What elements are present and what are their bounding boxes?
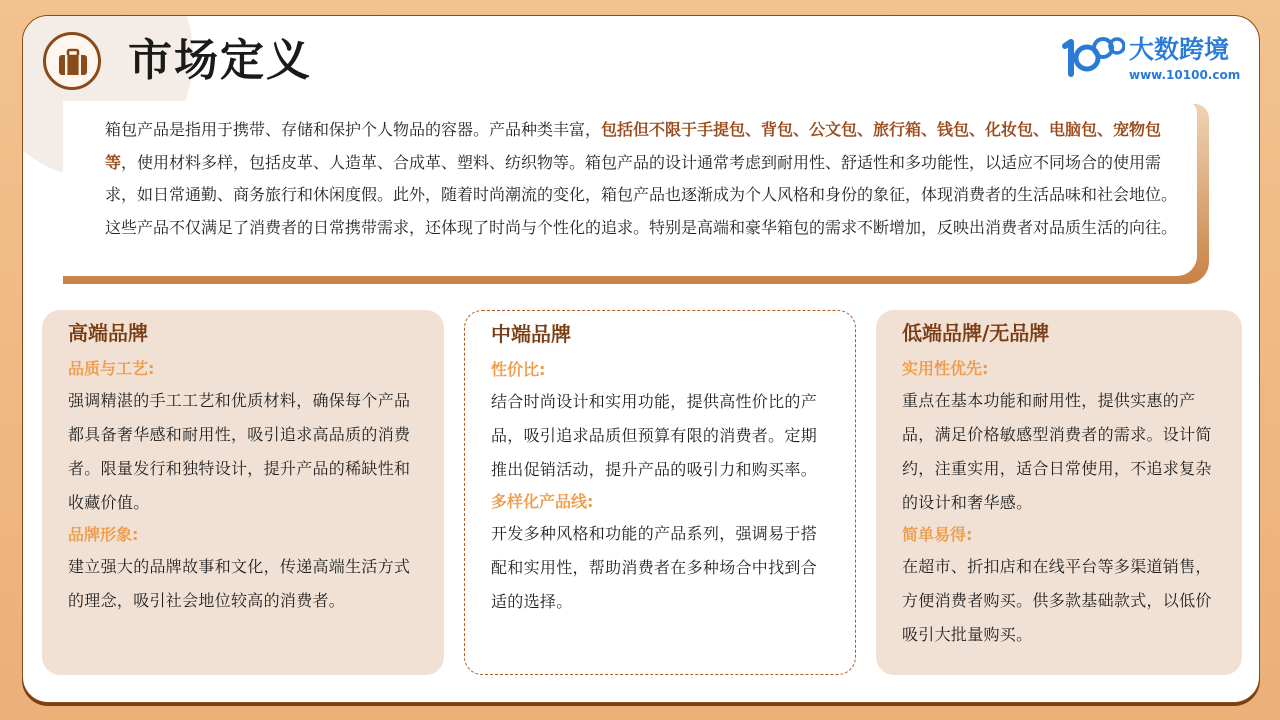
card-subheading: 品质与工艺: bbox=[68, 359, 155, 378]
card-subheading: 性价比: bbox=[491, 360, 546, 379]
brand-logo bbox=[1059, 34, 1245, 86]
intro-text-part2: ，使用材料多样，包括皮革、人造革、合成革、塑料、纺织物等。箱包产品的设计通常考虑到耐用性、舒适性和多功能性，以适应不同场合的使用需求，如日常通勤、商务旅行和休闲度假。此外，随着时尚潮流的变化，箱包产品也逐渐成为个人风格和身份的象征，体现消费者的生活品味和社会地位。这些产品不仅满足了消费者的日常携带需求，还体现了时尚与个性化的追求。特别是高端和豪华箱包的需求不断增加，反映出消费者对品质生活的向往。 bbox=[105, 152, 1178, 237]
intro-paragraph bbox=[105, 114, 1185, 244]
card-title: 高端品牌 bbox=[68, 321, 148, 345]
slide bbox=[22, 15, 1260, 703]
card-subheading: 实用性优先: bbox=[902, 359, 989, 378]
intro-highlight: 包括但不限于手提包、背包、公文包、旅行箱、钱包、化妆包、电脑包、宠物包等 bbox=[105, 120, 1162, 172]
card-text: 开发多种风格和功能的产品系列，强调易于搭配和实用性，帮助消费者在多种场合中找到合适的选择。 bbox=[491, 524, 818, 611]
card-text: 结合时尚设计和实用功能，提供高性价比的产品，吸引追求品质但预算有限的消费者。定期推出促销活动，提升产品的吸引力和购买率。 bbox=[491, 392, 818, 479]
card-high-end bbox=[42, 310, 444, 675]
card-text: 在超市、折扣店和在线平台等多渠道销售，方便消费者购买。供多款基础款式，以低价吸引大批量购买。 bbox=[902, 557, 1212, 644]
card-text: 重点在基本功能和耐用性，提供实惠的产品，满足价格敏感型消费者的需求。设计简约，注重实用，适合日常使用，不追求复杂的设计和奢华感。 bbox=[902, 391, 1212, 512]
card-text: 建立强大的品牌故事和文化，传递高端生活方式的理念，吸引社会地位较高的消费者。 bbox=[68, 557, 411, 610]
logo-name: 大数跨境 bbox=[1129, 35, 1230, 64]
card-title: 低端品牌/无品牌 bbox=[902, 321, 1050, 345]
card-low-end bbox=[876, 310, 1242, 675]
card-mid-range bbox=[464, 310, 856, 675]
logo-url: www.10100.com bbox=[1129, 68, 1241, 82]
card-subheading: 多样化产品线: bbox=[491, 492, 594, 511]
card-subheading: 品牌形象: bbox=[68, 525, 139, 544]
page-title: 市场定义 bbox=[128, 35, 312, 86]
logo-mark-icon bbox=[1059, 34, 1125, 82]
intro-text-part1: 箱包产品是指用于携带、存储和保护个人物品的容器。产品种类丰富， bbox=[105, 120, 602, 139]
card-subheading: 简单易得: bbox=[902, 525, 973, 544]
card-text: 强调精湛的手工工艺和优质材料，确保每个产品都具备奢华感和耐用性，吸引追求高品质的消费者。限量发行和独特设计，提升产品的稀缺性和收藏价值。 bbox=[68, 391, 411, 512]
card-title: 中端品牌 bbox=[491, 322, 571, 346]
briefcase-icon bbox=[43, 32, 101, 90]
